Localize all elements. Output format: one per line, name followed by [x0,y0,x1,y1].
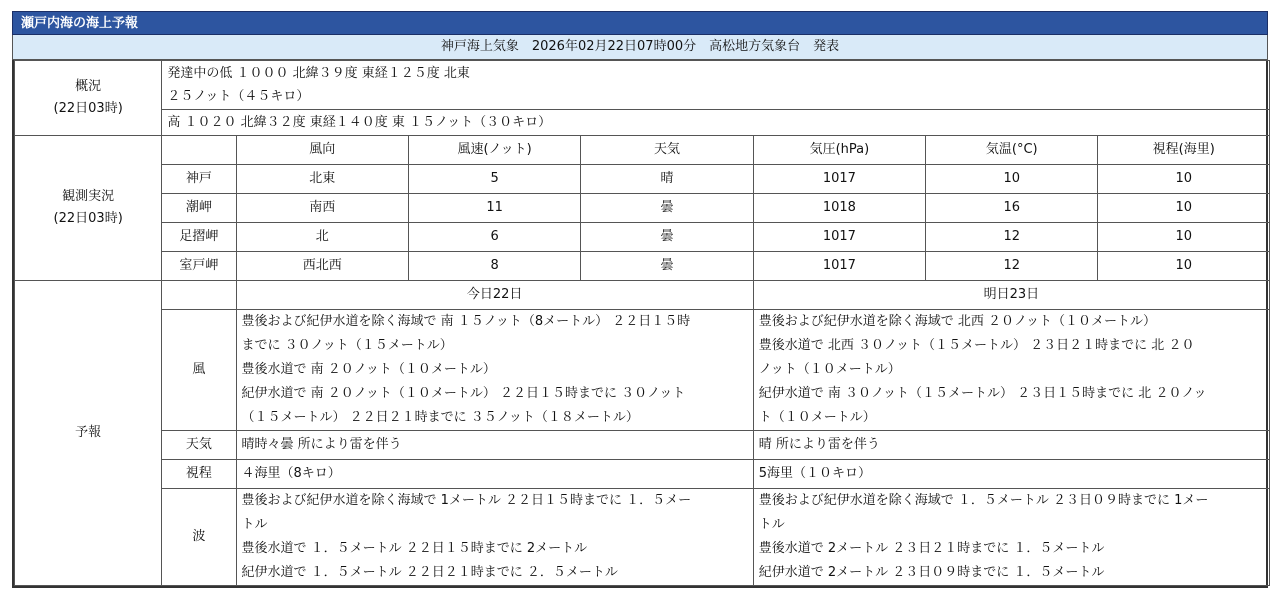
wave-tomorrow-line: 紀伊水道で 2メートル ２３日０９時までに １．５メートル [758,565,1105,580]
obs-temp: 12 [926,223,1098,252]
wave-today-line: トル [241,517,268,532]
obs-wind-speed: 8 [408,252,580,281]
forecast-label: 予報 [15,281,162,586]
panel-title: 瀬戸内海の海上予報 [12,11,1268,35]
obs-pressure: 1017 [753,223,925,252]
obs-weather: 曇 [581,252,753,281]
wind-label: 風 [162,310,236,431]
obs-station: 室戸岬 [162,252,236,281]
wave-tomorrow-line: 豊後および紀伊水道を除く海域で １．５メートル ２３日０９時までに 1メー [758,493,1209,508]
general-time: (22日03時) [53,101,123,116]
wave-tomorrow-line: トル [758,517,785,532]
obs-pressure: 1018 [753,194,925,223]
wave-today-line: 紀伊水道で １．５メートル ２２日２１時までに ２．５メートル [241,565,618,580]
obs-wind-dir: 北 [236,223,408,252]
wind-today-line: までに ３０ノット（１５メートル） [241,338,453,353]
wave-tomorrow-cell [753,489,1269,586]
weather-tomorrow: 晴 所により雷を伴う [753,431,1269,460]
forecast-today-header: 今日22日 [236,281,753,310]
wave-today-line: 豊後水道で １．５メートル ２２日１５時までに 2メートル [241,541,588,556]
obs-wind-dir: 北東 [236,165,408,194]
obs-station: 神戸 [162,165,236,194]
obs-wind-dir: 西北西 [236,252,408,281]
wind-tomorrow-line: 豊後および紀伊水道を除く海域で 北西 ２０ノット（１０メートル） [758,314,1157,329]
obs-wind-speed: 11 [408,194,580,223]
wind-tomorrow-line: ノット（１０メートル） [758,362,901,377]
forecast-table [14,60,1270,586]
obs-station: 足摺岬 [162,223,236,252]
obs-wind-dir: 南西 [236,194,408,223]
wind-tomorrow-line: 豊後水道で 北西 ３０ノット（１５メートル） ２３日２１時までに 北 ２０ [758,338,1195,353]
obs-col-header: 視程(海里) [1098,136,1270,165]
marine-forecast-panel [12,11,1268,588]
wind-tomorrow-line: ト（１０メートル） [758,410,876,425]
obs-col-header: 風向 [236,136,408,165]
visibility-tomorrow: 5海里（１０キロ） [753,460,1269,489]
obs-weather: 曇 [581,194,753,223]
general-high: 高 １０２０ 北緯３２度 東経１４０度 東 １５ノット（３０キロ） [162,110,1270,136]
obs-label: 観測実況 [62,189,115,204]
obs-pressure: 1017 [753,165,925,194]
forecast-corner-cell [162,281,236,310]
obs-col-header: 風速(ノット) [408,136,580,165]
obs-label-cell [15,136,162,281]
wind-today-line: 紀伊水道で 南 ２０ノット（１０メートル） ２２日１５時までに ３０ノット [241,386,686,401]
obs-time: (22日03時) [53,211,123,226]
obs-col-header: 天気 [581,136,753,165]
general-low [162,61,1270,110]
wind-today-line: （１５メートル） ２２日２１時までに ３５ノット（１８メートル） [241,410,639,425]
visibility-label: 視程 [162,460,236,489]
wind-today-cell [236,310,753,431]
obs-temp: 12 [926,252,1098,281]
general-label: 概況 [75,79,102,94]
forecast-table-frame [12,60,1268,588]
wind-today-line: 豊後および紀伊水道を除く海域で 南 １５ノット（8メートル） ２２日１５時 [241,314,691,329]
visibility-today: ４海里（8キロ） [236,460,753,489]
obs-visibility: 10 [1098,223,1270,252]
obs-wind-speed: 5 [408,165,580,194]
obs-temp: 16 [926,194,1098,223]
obs-visibility: 10 [1098,194,1270,223]
obs-row [15,165,1270,194]
obs-temp: 10 [926,165,1098,194]
weather-label: 天気 [162,431,236,460]
wave-today-cell [236,489,753,586]
obs-weather: 晴 [581,165,753,194]
obs-visibility: 10 [1098,165,1270,194]
general-low-line1: 発達中の低 １０００ 北緯３９度 東経１２５度 北東 [167,66,470,81]
wind-tomorrow-cell [753,310,1269,431]
wave-label: 波 [162,489,236,586]
obs-row [15,252,1270,281]
obs-pressure: 1017 [753,252,925,281]
obs-station: 潮岬 [162,194,236,223]
obs-row [15,223,1270,252]
wave-tomorrow-line: 豊後水道で 2メートル ２３日２１時までに １．５メートル [758,541,1105,556]
general-label-cell [15,61,162,136]
obs-wind-speed: 6 [408,223,580,252]
obs-col-header: 気圧(hPa) [753,136,925,165]
obs-col-header: 気温(°C) [926,136,1098,165]
forecast-tomorrow-header: 明日23日 [753,281,1269,310]
obs-corner-cell [162,136,236,165]
obs-weather: 曇 [581,223,753,252]
issued-line: 神戸海上気象 2026年02月22日07時00分 高松地方気象台 発表 [12,35,1268,60]
wind-today-line: 豊後水道で 南 ２０ノット（１０メートル） [241,362,496,377]
wind-tomorrow-line: 紀伊水道で 南 ３０ノット（１５メートル） ２３日１５時までに 北 ２０ノッ [758,386,1207,401]
wave-today-line: 豊後および紀伊水道を除く海域で 1メートル ２２日１５時までに １．５メー [241,493,692,508]
weather-today: 晴時々曇 所により雷を伴う [236,431,753,460]
obs-visibility: 10 [1098,252,1270,281]
general-low-line2: ２５ノット（４５キロ） [167,89,310,104]
obs-row [15,194,1270,223]
